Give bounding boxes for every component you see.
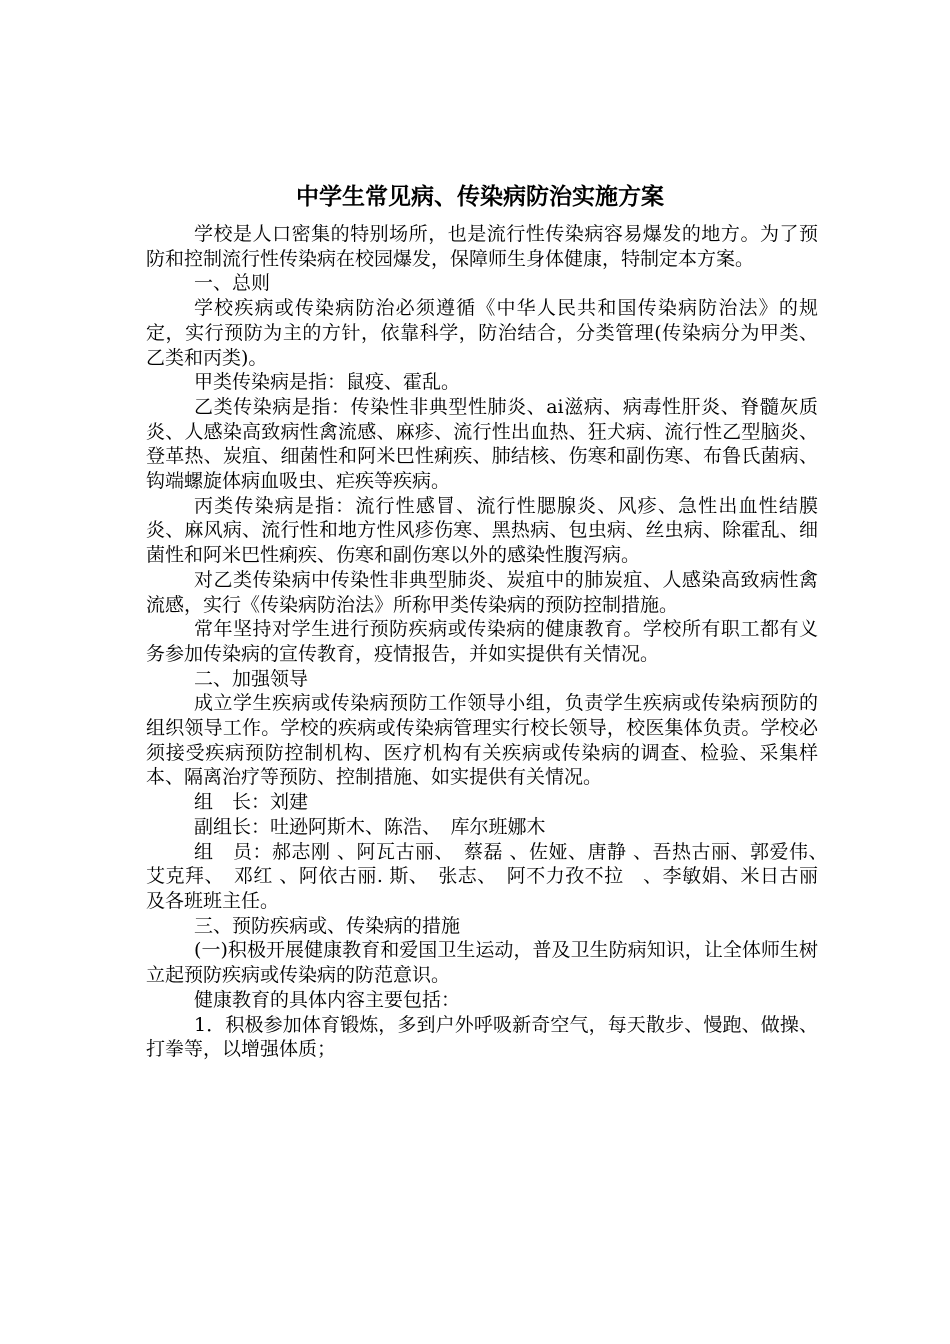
paragraph-education-content: 健康教育的具体内容主要包括： xyxy=(194,988,461,1011)
paragraph-class-a-measures: 对乙类传染病中传染性非典型肺炎、炭疽中的肺炭疽、人感染高致病性禽流感，实行《传染病防治法》所称甲类传染病的预防控制措施。 xyxy=(146,568,818,616)
paragraph-health-education: 常年坚持对学生进行预防疾病或传染病的健康教育。学校所有职工都有义务参加传染病的宣传教育，疫情报告，并如实提供有关情况。 xyxy=(146,618,818,665)
paragraph-intro: 学校是人口密集的特别场所，也是流行性传染病容易爆发的地方。为了预防和控制流行性传染病在校园爆发，保障师生身体健康，特制定本方案。 xyxy=(146,223,818,270)
paragraph-class-b: 乙类传染病是指：传染性非典型性肺炎、ai滋病、病毒性肝炎、脊髓灰质炎、人感染高致病性禽流感、麻疹、流行性出血热、狂犬病、流行性乙型脑炎、登革热、炭疽、细菌性和阿米巴性痢疾、肺结核、伤寒和副伤寒、布鲁氏菌病、钩端螺旋体病血吸虫、疟疾等疾病。 xyxy=(146,395,818,493)
document-title: 中学生常见病、传染病防治实施方案 xyxy=(296,184,664,210)
paragraph-law: 学校疾病或传染病防治必须遵循《中华人民共和国传染病防治法》的规定，实行预防为主的方针，依靠科学，防治结合，分类管理(传染病分为甲类、乙类和丙类)。 xyxy=(146,297,818,369)
paragraph-leadership-group: 成立学生疾病或传染病预防工作领导小组，负责学生疾病或传染病预防的组织领导工作。学校的疾病或传染病管理实行校长领导，校医集体负责。学校必须接受疾病预防控制机构、医疗机构有关疾病或传染病的调查、检验、采集样本、隔离治疗等预防、控制措施、如实提供有关情况。 xyxy=(146,692,818,789)
section-heading-measures: 三、预防疾病或、传染病的措施 xyxy=(194,914,461,937)
paragraph-item-1: 1．积极参加体育锻炼，多到户外呼吸新奇空气，每天散步、慢跑、做操、打拳等，以增强体质； xyxy=(146,1013,818,1061)
section-heading-general: 一、总则 xyxy=(194,272,271,295)
paragraph-group-leader: 组 长：刘建 xyxy=(194,791,309,814)
paragraph-group-members: 组 员：郝志刚 、阿瓦古丽、 蔡磊 、佐娅、唐静 、吾热古丽、郭爱伟、 艾克拜、 邓红 、阿依古丽. 斯、 张志、 阿不力孜不拉 、李敏娟、米日古丽及各班班主任。 xyxy=(146,840,838,912)
paragraph-measure-1: (一)积极开展健康教育和爱国卫生运动，普及卫生防病知识，让全体师生树立起预防疾病或传染病的防范意识。 xyxy=(146,939,818,987)
document-body xyxy=(146,222,838,1062)
paragraph-class-a: 甲类传染病是指：鼠疫、霍乱。 xyxy=(194,371,461,394)
section-heading-leadership: 二、加强领导 xyxy=(194,667,309,690)
paragraph-class-c: 丙类传染病是指：流行性感冒、流行性腮腺炎、风疹、急性出血性结膜炎、麻风病、流行性和地方性风疹伤寒、黑热病、包虫病、丝虫病、除霍乱、细菌性和阿米巴性痢疾、伤寒和副伤寒以外的感染性腹泻病。 xyxy=(146,494,818,567)
paragraph-deputy-leaders: 副组长：吐逊阿斯木、陈浩、 库尔班娜木 xyxy=(194,815,546,838)
